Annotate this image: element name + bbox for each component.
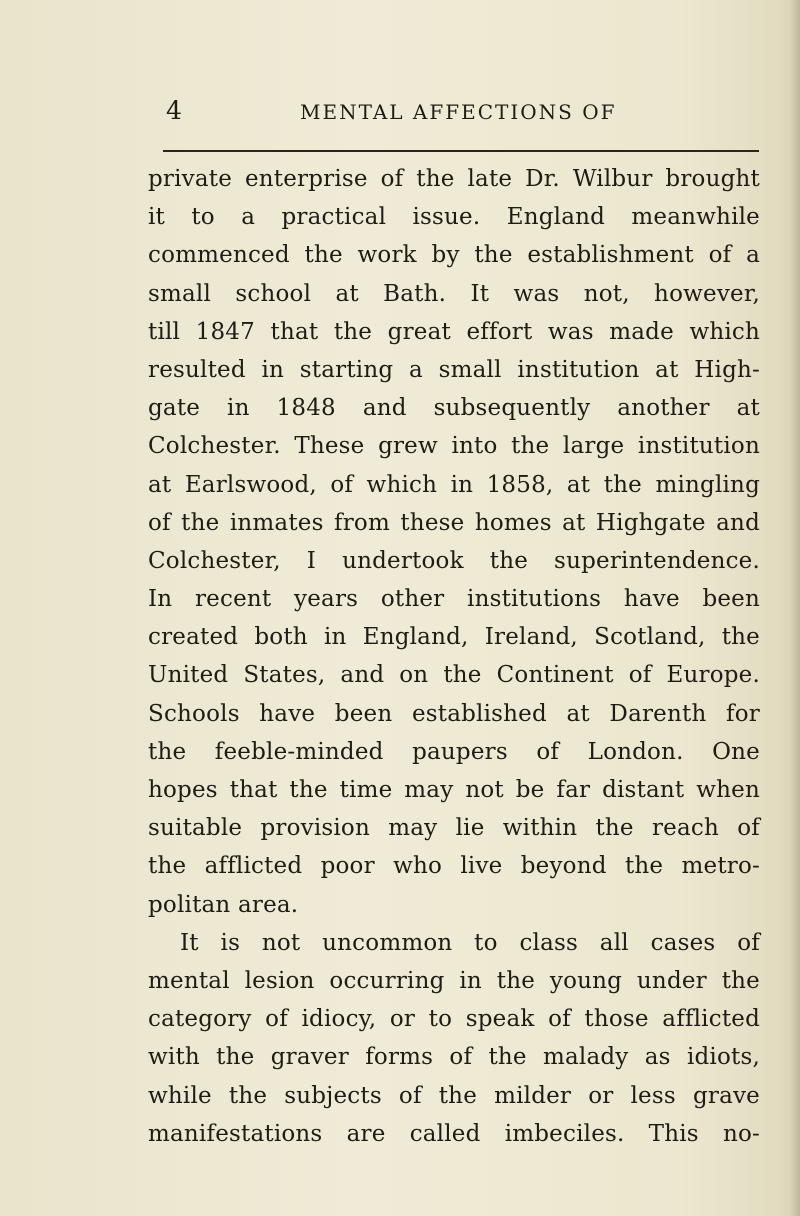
text-line: politan area.: [148, 891, 299, 918]
text-line: while the subjects of the milder or less grave: [148, 1082, 760, 1109]
text-line: the feeble-minded paupers of London. One: [148, 738, 760, 765]
text-line: private enterprise of the late Dr. Wilbur brought: [148, 166, 760, 192]
page-edge-shadow: [790, 0, 800, 1216]
text-line: commenced the work by the establishment of a: [148, 242, 760, 269]
text-line: gate in 1848 and subsequently another at: [148, 395, 760, 422]
text-line: manifestations are called imbeciles. This no-: [148, 1120, 760, 1147]
text-line: till 1847 that the great effort was made which: [148, 318, 760, 345]
page-header: [150, 96, 760, 126]
text-line: the afflicted poor who live beyond the metro-: [148, 853, 760, 880]
text-line: of the inmates from these homes at Highgate and: [148, 509, 760, 536]
text-line: small school at Bath. It was not, however,: [148, 280, 760, 307]
text-line: In recent years other institutions have been: [148, 586, 760, 613]
text-line: Schools have been established at Darenth for: [148, 700, 760, 727]
page-number: 4: [166, 96, 182, 125]
text-line: suitable provision may lie within the reach of: [148, 815, 760, 842]
text-line: Colchester. These grew into the large institution: [148, 433, 760, 460]
running-head: MENTAL AFFECTIONS OF: [300, 100, 617, 124]
text-line: Colchester, I undertook the superintendence.: [148, 547, 760, 574]
text-line: created both in England, Ireland, Scotland, the: [148, 624, 760, 651]
text-line: hopes that the time may not be far distant when: [148, 777, 760, 803]
text-line: with the graver forms of the malady as idiots,: [148, 1044, 760, 1071]
text-line: It is not uncommon to class all cases of: [180, 929, 760, 956]
text-line: mental lesion occurring in the young under the: [148, 967, 760, 994]
text-line: it to a practical issue. England meanwhile: [148, 204, 760, 231]
text-line: at Earlswood, of which in 1858, at the mingling: [148, 471, 760, 498]
body-text: [148, 160, 760, 1153]
text-line: United States, and on the Continent of Europe.: [148, 662, 760, 689]
text-line: category of idiocy, or to speak of those afflicted: [148, 1006, 760, 1033]
header-rule: [163, 150, 759, 152]
text-line: resulted in starting a small institution at High-: [148, 356, 760, 383]
